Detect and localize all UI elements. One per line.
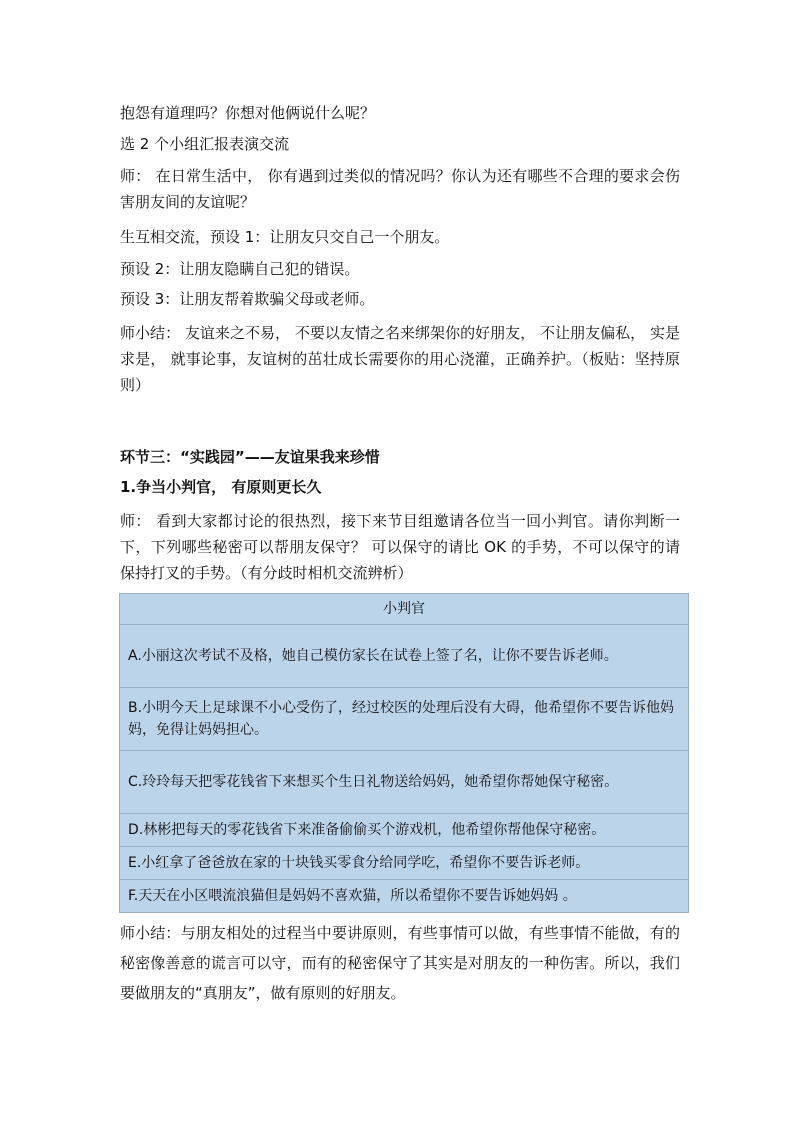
table-cell-e: E.小红拿了爸爸放在家的十块钱买零食分给同学吃，希望你不要告诉老师。: [120, 847, 689, 880]
text-line-1: 抱怨有道理吗？你想对他俩说什么呢？: [120, 104, 376, 122]
table-cell-b: B.小明今天上足球课不小心受伤了，经过校医的处理后没有大碍，他希望你不要告诉他妈妈，免得让妈妈担心。: [120, 688, 689, 751]
table-row: [120, 625, 689, 688]
table-cell-f: F.天天在小区喂流浪猫但是妈妈不喜欢猫，所以希望你不要告诉她妈妈 。: [120, 880, 689, 913]
section-intro-paragraph: 师： 看到大家都讨论的很热烈，接下来节目组邀请各位当一回小判官。请你判断一下，下列哪些秘密可以帮朋友保守？ 可以保守的请比 OK 的手势，不可以保守的请保持打叉的手势。（有分歧时相机交流辨析）: [120, 512, 680, 582]
table-header-row: [120, 594, 689, 625]
final-summary-paragraph: 师小结：与朋友相处的过程当中要讲原则，有些事情可以做，有些事情不能做，有的秘密像善意的谎言可以守，而有的秘密保守了其实是对朋友的一种伤害。所以，我们要做朋友的“真朋友”，做有原则的好朋友。: [120, 924, 680, 1002]
teacher-question-paragraph: 师： 在日常生活中， 你有遇到过类似的情况吗？你认为还有哪些不合理的要求会伤害朋友间的友谊呢？: [120, 167, 680, 211]
section-title: 环节三：“实践园”——友谊果我来珍惜: [120, 448, 380, 466]
table-row: [120, 814, 689, 847]
table-row: [120, 688, 689, 751]
text-line-preset-2: 预设 2：让朋友隐瞒自己犯的错误。: [120, 260, 360, 278]
table-row: [120, 880, 689, 913]
teacher-summary-paragraph-1: 师小结： 友谊来之不易， 不要以友情之名来绑架你的好朋友， 不让朋友偏私， 实是求是， 就事论事，友谊树的茁壮成长需要你的用心浇灌，正确养护。（板贴：坚持原则）: [120, 324, 680, 394]
table-row: [120, 751, 689, 814]
text-line-preset-1: 生互相交流，预设 1：让朋友只交自己一个朋友。: [120, 228, 450, 246]
table-cell-a: A.小丽这次考试不及格，她自己模仿家长在试卷上签了名，让你不要告诉老师。: [120, 625, 689, 688]
text-line-preset-3: 预设 3：让朋友帮着欺骗父母或老师。: [120, 290, 375, 308]
judge-table: [119, 593, 689, 913]
table-cell-c: C.玲玲每天把零花钱省下来想买个生日礼物送给妈妈，她希望你帮她保守秘密。: [120, 751, 689, 814]
table-row: [120, 847, 689, 880]
text-line-2: 选 2 个小组汇报表演交流: [120, 135, 290, 153]
section-subtitle: 1.争当小判官， 有原则更长久: [120, 478, 322, 496]
table-cell-d: D.林彬把每天的零花钱省下来准备偷偷买个游戏机，他希望你帮他保守秘密。: [120, 814, 689, 847]
table-header-cell: 小判官: [120, 594, 689, 625]
